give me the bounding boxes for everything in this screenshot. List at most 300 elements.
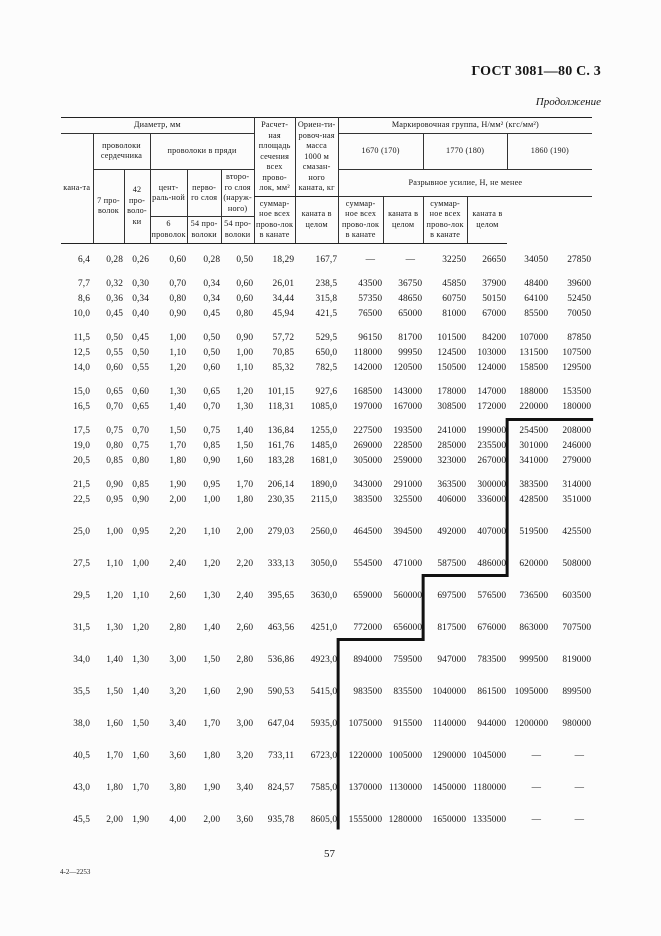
table-cell: 0,90 xyxy=(236,332,254,343)
table-cell: 0,90 xyxy=(106,479,123,490)
table-row xyxy=(61,781,592,796)
table-cell: 1450000 xyxy=(432,782,467,793)
table-cell: 0,26 xyxy=(132,254,149,265)
table-row xyxy=(61,653,592,668)
table-cell: 1,10 xyxy=(203,526,221,537)
table-cell: 27,5 xyxy=(73,558,90,569)
table-cell: 0,80 xyxy=(106,440,123,451)
strand-wires-header: проволоки в пряди xyxy=(150,133,254,170)
table-cell: 1,50 xyxy=(236,440,254,451)
table-cell: 10,0 xyxy=(73,308,90,319)
table-cell: 395,65 xyxy=(267,590,295,601)
table-cell: 1,50 xyxy=(169,425,187,436)
table-cell: 267000 xyxy=(477,455,507,466)
table-cell: 935,78 xyxy=(267,814,295,825)
table-cell: 2,00 xyxy=(169,494,187,505)
table-cell: 40,5 xyxy=(73,750,90,761)
table-cell: 107500 xyxy=(562,347,592,358)
mass-header: Ориен-ти-ровоч-ная масса 1000 м смазан-ного каната, кг xyxy=(295,118,338,197)
table-cell: 101500 xyxy=(437,332,467,343)
table-cell: 0,60 xyxy=(132,386,149,397)
table-cell: 153500 xyxy=(562,386,592,397)
table-cell: 1,40 xyxy=(169,401,187,412)
table-cell: 2,80 xyxy=(236,654,254,665)
table-cell: 20,5 xyxy=(73,455,90,466)
table-cell: 0,95 xyxy=(203,479,221,490)
table-cell: 0,45 xyxy=(203,308,221,319)
table-cell: 2,90 xyxy=(236,686,254,697)
table-cell: 57350 xyxy=(358,293,383,304)
table-cell: 1180000 xyxy=(472,782,507,793)
table-cell: 999500 xyxy=(519,654,549,665)
table-cell: 1,20 xyxy=(106,590,123,601)
table-cell: 21,5 xyxy=(73,479,90,490)
table-cell: 180000 xyxy=(562,401,592,412)
table-cell: 0,55 xyxy=(132,362,149,373)
table-cell: 43500 xyxy=(358,278,383,289)
table-row xyxy=(61,685,592,700)
table-cell: 167,7 xyxy=(315,254,338,265)
table-cell: 1,30 xyxy=(236,401,254,412)
table-row xyxy=(61,439,592,454)
table-row xyxy=(61,454,592,469)
table-cell: 0,80 xyxy=(169,293,187,304)
table-cell: 2,20 xyxy=(169,526,187,537)
table-cell: 308500 xyxy=(437,401,467,412)
table-cell: 0,28 xyxy=(106,254,123,265)
table-row xyxy=(61,292,592,307)
table-cell: 136,84 xyxy=(267,425,295,436)
table-cell: 1335000 xyxy=(472,814,507,825)
table-cell: 84200 xyxy=(482,332,507,343)
table-cell: 29,5 xyxy=(73,590,90,601)
table-cell: 1075000 xyxy=(348,718,383,729)
table-cell: 1045000 xyxy=(472,750,507,761)
table-cell: 0,28 xyxy=(203,254,221,265)
table-cell: 167000 xyxy=(393,401,423,412)
table-cell: 6723,0 xyxy=(310,750,338,761)
table-cell: 228500 xyxy=(393,440,423,451)
table-cell: 824,57 xyxy=(267,782,295,793)
table-cell: 0,90 xyxy=(203,455,221,466)
table-cell: 254500 xyxy=(519,425,549,436)
table-cell: 351000 xyxy=(562,494,592,505)
table-row xyxy=(61,749,592,764)
table-cell: 65000 xyxy=(398,308,423,319)
core-wires-header: проволоки сердечника xyxy=(93,133,150,170)
table-cell: 0,34 xyxy=(132,293,149,304)
table-cell: 1,20 xyxy=(203,558,221,569)
table-cell: 1095000 xyxy=(514,686,549,697)
table-row xyxy=(61,346,592,361)
table-cell: 1,70 xyxy=(132,782,149,793)
table-cell: 0,45 xyxy=(132,332,149,343)
table-cell: 81000 xyxy=(442,308,467,319)
table-cell: 3050,0 xyxy=(310,558,338,569)
table-cell: 2115,0 xyxy=(311,494,338,505)
table-row xyxy=(61,331,592,346)
table-cell: 0,90 xyxy=(132,494,149,505)
table-cell: 0,85 xyxy=(203,440,221,451)
table-cell: 18,29 xyxy=(272,254,295,265)
table-cell: 3,20 xyxy=(236,750,254,761)
table-cell: — xyxy=(531,782,542,793)
table-cell: 983500 xyxy=(353,686,383,697)
table-cell: 1,40 xyxy=(106,654,123,665)
table-cell: 85500 xyxy=(524,308,549,319)
table-cell: 16,5 xyxy=(73,401,90,412)
table-cell: 291000 xyxy=(393,479,423,490)
table-row xyxy=(61,557,592,572)
table-cell: 343000 xyxy=(353,479,383,490)
table-row xyxy=(61,589,592,604)
table-cell: 96150 xyxy=(358,332,383,343)
table-cell: 0,85 xyxy=(132,479,149,490)
table-cell: 107000 xyxy=(519,332,549,343)
table-cell: 15,0 xyxy=(73,386,90,397)
table-cell: 2,80 xyxy=(169,622,187,633)
second-layer-header: второ-го слоя (наруж-ного) xyxy=(221,170,254,217)
table-cell: 315,8 xyxy=(315,293,338,304)
table-cell: 0,80 xyxy=(132,455,149,466)
table-cell: 508000 xyxy=(562,558,592,569)
table-cell: 1,10 xyxy=(236,362,254,373)
table-cell: 22,5 xyxy=(73,494,90,505)
table-cell: 39600 xyxy=(567,278,592,289)
table-cell: 103000 xyxy=(477,347,507,358)
table-row xyxy=(61,361,592,376)
table-cell: 193500 xyxy=(393,425,423,436)
table-cell: 1200000 xyxy=(514,718,549,729)
table-cell: 81700 xyxy=(398,332,423,343)
table-cell: 1,00 xyxy=(132,558,149,569)
table-cell: 2,00 xyxy=(106,814,123,825)
table-cell: 45,5 xyxy=(73,814,90,825)
table-cell: — xyxy=(574,782,585,793)
table-cell: — xyxy=(531,814,542,825)
breaking-force-header: Разрывное усилие, Н, не менее xyxy=(338,170,592,196)
table-cell: 835500 xyxy=(393,686,423,697)
table-cell: 0,85 xyxy=(106,455,123,466)
table-cell: 656000 xyxy=(393,622,423,633)
table-cell: 944000 xyxy=(477,718,507,729)
table-cell: 1220000 xyxy=(348,750,383,761)
table-cell: 43,0 xyxy=(73,782,90,793)
table-cell: 3630,0 xyxy=(310,590,338,601)
table-cell: 1,40 xyxy=(132,686,149,697)
table-cell: 1,40 xyxy=(236,425,254,436)
table-cell: 1,50 xyxy=(106,686,123,697)
table-cell: 14,0 xyxy=(73,362,90,373)
table-cell: 305000 xyxy=(353,455,383,466)
table-cell: 554500 xyxy=(353,558,383,569)
table-cell: 235500 xyxy=(477,440,507,451)
table-cell: 2,40 xyxy=(169,558,187,569)
table-cell: 1,40 xyxy=(203,622,221,633)
table-cell: 124500 xyxy=(437,347,467,358)
table-cell: 4923,0 xyxy=(310,654,338,665)
table-cell: 0,55 xyxy=(106,347,123,358)
table-cell: 101,15 xyxy=(267,386,295,397)
table-cell: 1,10 xyxy=(132,590,149,601)
table-cell: 7585,0 xyxy=(310,782,338,793)
table-cell: 1085,0 xyxy=(310,401,338,412)
diameter-header: Диаметр, мм xyxy=(61,118,254,134)
sum-all-1770-header: суммар-ное всех прово-лок в канате xyxy=(338,196,383,243)
table-cell: 158500 xyxy=(519,362,549,373)
table-cell: 0,65 xyxy=(106,386,123,397)
table-cell: 363500 xyxy=(437,479,467,490)
table-cell: 3,00 xyxy=(236,718,254,729)
table-cell: 0,70 xyxy=(169,278,187,289)
table-cell: 471000 xyxy=(393,558,423,569)
central-sub-header: 6 проволок xyxy=(150,217,187,243)
table-cell: 124000 xyxy=(477,362,507,373)
table-cell: 118000 xyxy=(353,347,383,358)
table-cell: 697500 xyxy=(437,590,467,601)
table-cell: 1,30 xyxy=(132,654,149,665)
table-cell: 3,60 xyxy=(236,814,254,825)
table-cell: 1005000 xyxy=(388,750,423,761)
table-cell: 1140000 xyxy=(432,718,467,729)
table-cell: 759500 xyxy=(393,654,423,665)
table-cell: 0,65 xyxy=(132,401,149,412)
table-row xyxy=(61,478,592,493)
table-cell: 980000 xyxy=(562,718,592,729)
table-cell: 1,90 xyxy=(169,479,187,490)
table-cell: 1040000 xyxy=(432,686,467,697)
table-cell: 0,95 xyxy=(106,494,123,505)
table-cell: 1,80 xyxy=(203,750,221,761)
table-cell: 3,60 xyxy=(169,750,187,761)
table-cell: 1,70 xyxy=(203,718,221,729)
table-cell: 3,80 xyxy=(169,782,187,793)
table-cell: 0,60 xyxy=(169,254,187,265)
table-cell: 1,70 xyxy=(106,750,123,761)
table-cell: 246000 xyxy=(562,440,592,451)
table-cell: 659000 xyxy=(353,590,383,601)
table-cell: 0,50 xyxy=(203,332,221,343)
table-cell: 620000 xyxy=(519,558,549,569)
table-cell: 425500 xyxy=(562,526,592,537)
table-cell: 6,4 xyxy=(77,254,90,265)
table-cell: 783500 xyxy=(477,654,507,665)
table-cell: 1280000 xyxy=(388,814,423,825)
table-cell: 34050 xyxy=(524,254,549,265)
table-row xyxy=(61,493,592,508)
table-cell: 12,5 xyxy=(73,347,90,358)
table-cell: 0,50 xyxy=(236,254,254,265)
table-cell: 590,53 xyxy=(267,686,295,697)
table-cell: 301000 xyxy=(519,440,549,451)
whole-1670-header: каната в целом xyxy=(295,196,338,243)
area-header: Расчет-ная площадь сечения всех прово-лок, мм² xyxy=(254,118,295,197)
table-cell: 206,14 xyxy=(267,479,295,490)
table-cell: 1,50 xyxy=(203,654,221,665)
table-cell: 1,70 xyxy=(169,440,187,451)
table-cell: 0,75 xyxy=(203,425,221,436)
table-cell: 220000 xyxy=(519,401,549,412)
table-cell: 35,5 xyxy=(73,686,90,697)
table-cell: 57,72 xyxy=(272,332,295,343)
table-cell: 70050 xyxy=(567,308,592,319)
table-cell: 3,20 xyxy=(169,686,187,697)
table-cell: 1,30 xyxy=(106,622,123,633)
table-row xyxy=(61,424,592,439)
table-cell: 300000 xyxy=(477,479,507,490)
table-cell: 26,01 xyxy=(272,278,295,289)
table-cell: 2,60 xyxy=(236,622,254,633)
table-cell: 5935,0 xyxy=(310,718,338,729)
table-cell: 650,0 xyxy=(315,347,338,358)
table-cell: 0,60 xyxy=(106,362,123,373)
table-cell: 0,90 xyxy=(169,308,187,319)
second-sub-header: 54 про-волоки xyxy=(221,217,254,243)
table-cell: 383500 xyxy=(519,479,549,490)
table-cell: 0,65 xyxy=(203,386,221,397)
table-cell: 2,40 xyxy=(236,590,254,601)
table-cell: 7,7 xyxy=(77,278,90,289)
table-cell: 32250 xyxy=(442,254,467,265)
table-cell: 0,95 xyxy=(132,526,149,537)
table-cell: 27850 xyxy=(567,254,592,265)
table-cell: 34,0 xyxy=(73,654,90,665)
rope-diameter-header: кана-та xyxy=(61,133,93,243)
table-cell: 36750 xyxy=(398,278,423,289)
table-cell: 463,56 xyxy=(267,622,295,633)
table-cell: 67000 xyxy=(482,308,507,319)
table-cell: 172000 xyxy=(477,401,507,412)
table-cell: 85,32 xyxy=(272,362,295,373)
table-cell: 383500 xyxy=(353,494,383,505)
table-row xyxy=(61,621,592,636)
table-cell: 8605,0 xyxy=(310,814,338,825)
table-cell: 0,32 xyxy=(106,278,123,289)
table-cell: 325500 xyxy=(393,494,423,505)
table-cell: 161,76 xyxy=(267,440,295,451)
table-cell: 1650000 xyxy=(432,814,467,825)
table-cell: 1,20 xyxy=(132,622,149,633)
table-cell: 1290000 xyxy=(432,750,467,761)
table-cell: 38,0 xyxy=(73,718,90,729)
table-cell: 25,0 xyxy=(73,526,90,537)
whole-1770-header: каната в целом xyxy=(383,196,423,243)
table-cell: 1555000 xyxy=(348,814,383,825)
table-cell: 486000 xyxy=(477,558,507,569)
table-cell: 1,10 xyxy=(106,558,123,569)
table-cell: 26650 xyxy=(482,254,507,265)
table-cell: 197000 xyxy=(353,401,383,412)
first-layer-header: перво-го слоя xyxy=(187,170,221,217)
grade-header: Маркировочная группа, Н/мм² (кгс/мм²) xyxy=(338,118,592,134)
table-cell: 52450 xyxy=(567,293,592,304)
table-body xyxy=(61,243,592,828)
table-cell: 464500 xyxy=(353,526,383,537)
table-cell: 863000 xyxy=(519,622,549,633)
table-cell: 279000 xyxy=(562,455,592,466)
table-cell: 2,60 xyxy=(169,590,187,601)
sum-all-1670-header: суммар-ное всех прово-лок в канате xyxy=(254,196,295,243)
table-cell: 230,35 xyxy=(267,494,295,505)
table-cell: 1,00 xyxy=(236,347,254,358)
table-cell: 279,03 xyxy=(267,526,295,537)
grade-1860-header: 1860 (190) xyxy=(507,133,592,170)
table-cell: 31,5 xyxy=(73,622,90,633)
table-cell: 64100 xyxy=(524,293,549,304)
table-cell: 899500 xyxy=(562,686,592,697)
table-cell: 4251,0 xyxy=(310,622,338,633)
table-cell: 70,85 xyxy=(272,347,295,358)
table-cell: 529,5 xyxy=(315,332,338,343)
table-cell: 118,31 xyxy=(268,401,295,412)
table-cell: 3,00 xyxy=(169,654,187,665)
table-cell: 0,36 xyxy=(106,293,123,304)
grade-1770-header: 1770 (180) xyxy=(423,133,507,170)
table-cell: 238,5 xyxy=(315,278,338,289)
table-cell: 736500 xyxy=(519,590,549,601)
table-row xyxy=(61,525,592,540)
table-cell: 1,30 xyxy=(169,386,187,397)
table-cell: 5415,0 xyxy=(310,686,338,697)
table-cell: — xyxy=(574,750,585,761)
table-cell: 0,60 xyxy=(236,278,254,289)
table-cell: 406000 xyxy=(437,494,467,505)
table-row xyxy=(61,307,592,322)
table-cell: 50150 xyxy=(482,293,507,304)
table-cell: 394500 xyxy=(393,526,423,537)
table-cell: 188000 xyxy=(519,386,549,397)
first-sub-header: 54 про-волоки xyxy=(187,217,221,243)
table-cell: 947000 xyxy=(437,654,467,665)
table-cell: 0,30 xyxy=(132,278,149,289)
table-cell: 8,6 xyxy=(77,293,90,304)
table-row xyxy=(61,813,592,828)
table-cell: — xyxy=(574,814,585,825)
table-cell: 0,70 xyxy=(106,401,123,412)
table-cell: 60750 xyxy=(442,293,467,304)
table-cell: 314000 xyxy=(562,479,592,490)
table-cell: 519500 xyxy=(519,526,549,537)
table-cell: 817500 xyxy=(437,622,467,633)
table-cell: 772000 xyxy=(353,622,383,633)
table-cell: 3,40 xyxy=(236,782,254,793)
table-row xyxy=(61,385,592,400)
table-cell: 915500 xyxy=(393,718,423,729)
table-cell: 1890,0 xyxy=(310,479,338,490)
table-cell: 147000 xyxy=(477,386,507,397)
table-cell: 150500 xyxy=(437,362,467,373)
table-cell: 2,00 xyxy=(203,814,221,825)
table-cell: 819000 xyxy=(562,654,592,665)
table-cell: 1,90 xyxy=(132,814,149,825)
table-cell: 168500 xyxy=(353,386,383,397)
table-cell: 34,44 xyxy=(272,293,295,304)
table-cell: 131500 xyxy=(519,347,549,358)
table-cell: — xyxy=(405,254,416,265)
table-cell: 2,20 xyxy=(236,558,254,569)
core-7-header: 7 про-волок xyxy=(93,170,124,243)
table-cell: 0,40 xyxy=(132,308,149,319)
page-number: 57 xyxy=(324,848,335,860)
table-cell: 336000 xyxy=(477,494,507,505)
table-cell: 2,00 xyxy=(236,526,254,537)
table-cell: 143000 xyxy=(393,386,423,397)
print-code: 4-2—2253 xyxy=(60,868,91,876)
document-title: ГОСТ 3081—80 С. 3 xyxy=(471,64,601,79)
table-cell: 269000 xyxy=(353,440,383,451)
table-cell: 492000 xyxy=(437,526,467,537)
table-cell: 183,28 xyxy=(267,455,295,466)
